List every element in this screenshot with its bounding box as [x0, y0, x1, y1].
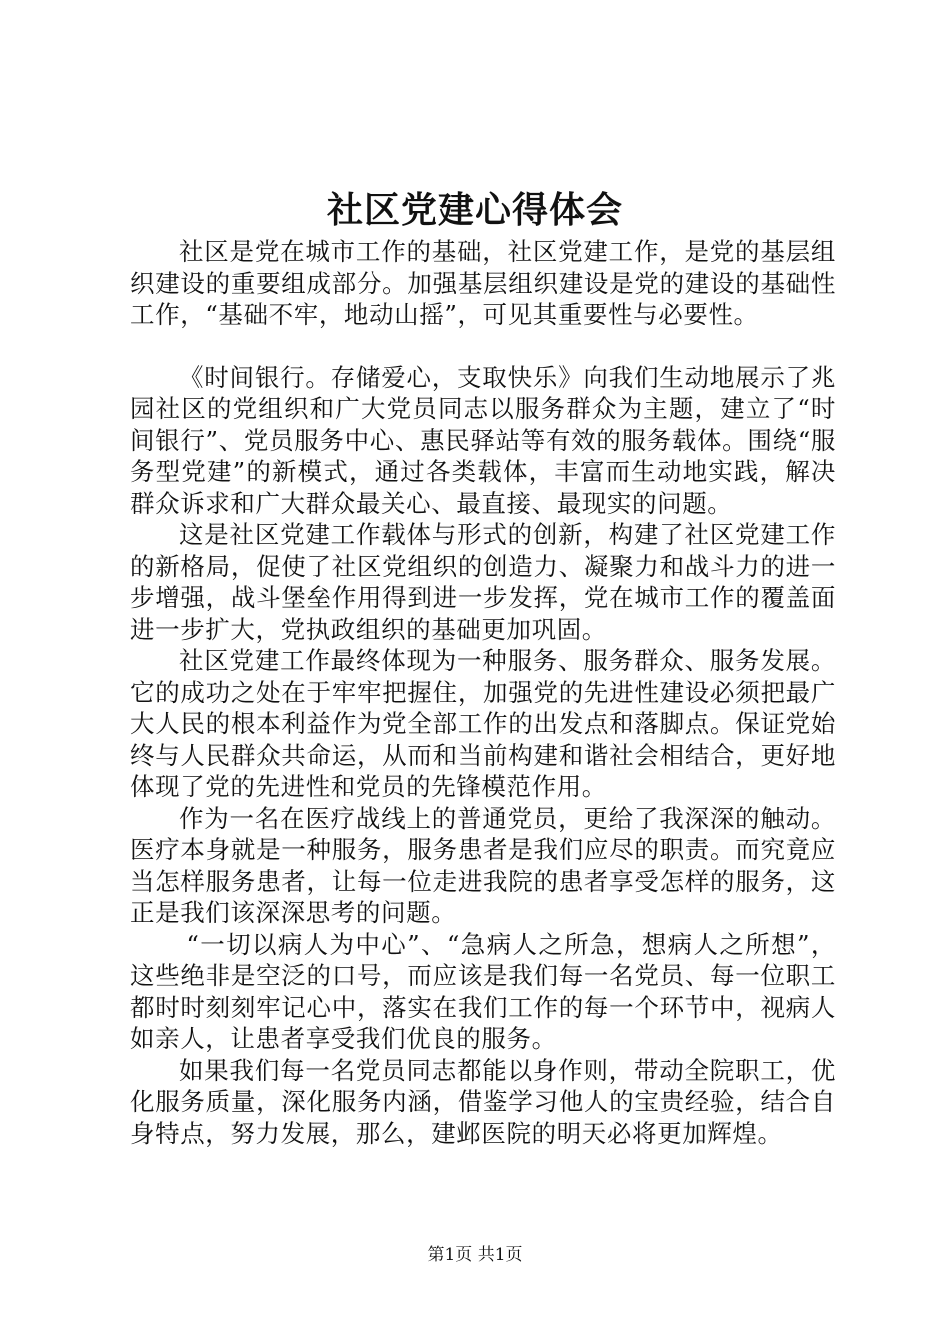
paragraph-4: 社区党建工作最终体现为一种服务、服务群众、服务发展。它的成功之处在于牢牢把握住，加强党的先进性建设必须把最广大人民的根本利益作为党全部工作的出发点和落脚点。保证党始终与人民群众共命运，从而和当前构建和谐社会相结合，更好地体现了党的先进性和党员的先锋模范作用。: [130, 646, 836, 801]
paragraph-2: 《时间银行。存储爱心，支取快乐》向我们生动地展示了兆园社区的党组织和广大党员同志以服务群众为主题，建立了“时间银行”、党员服务中心、惠民驿站等有效的服务载体。围绕“服务型党建”的新模式，通过各类载体，丰富而生动地实践，解决群众诉求和广大群众最关心、最直接、最现实的问题。: [130, 362, 836, 518]
document-title: 社区党建心得体会: [326, 189, 623, 231]
paragraph-5: 作为一名在医疗战线上的普通党员，更给了我深深的触动。医疗本身就是一种服务，服务患者是我们应尽的职责。而究竟应当怎样服务患者，让每一位走进我院的患者享受怎样的服务，这正是我们该深深思考的问题。: [130, 803, 836, 927]
page-footer: 第1页 共1页: [427, 1245, 523, 1265]
paragraph-1: 社区是党在城市工作的基础，社区党建工作，是党的基层组织建设的重要组成部分。加强基层组织建设是党的建设的基础性工作，“基础不牢，地动山摇”，可见其重要性与必要性。: [130, 237, 836, 329]
paragraph-3: 这是社区党建工作载体与形式的创新，构建了社区党建工作的新格局，促使了社区党组织的创造力、凝聚力和战斗力的进一步增强，战斗堡垒作用得到进一步发挥，党在城市工作的覆盖面进一步扩大，党执政组织的基础更加巩固。: [130, 520, 836, 644]
paragraph-6: “一切以病人为中心”、“急病人之所急，想病人之所想”，这些绝非是空泛的口号，而应该是我们每一名党员、每一位职工都时时刻刻牢记心中，落实在我们工作的每一个环节中，视病人如亲人，让患者享受我们优良的服务。: [130, 929, 836, 1053]
paragraph-7: 如果我们每一名党员同志都能以身作则，带动全院职工，优化服务质量，深化服务内涵，借鉴学习他人的宝贵经验，结合自身特点，努力发展，那么，建邺医院的明天必将更加辉煌。: [130, 1055, 836, 1148]
document-body: [130, 236, 836, 1149]
